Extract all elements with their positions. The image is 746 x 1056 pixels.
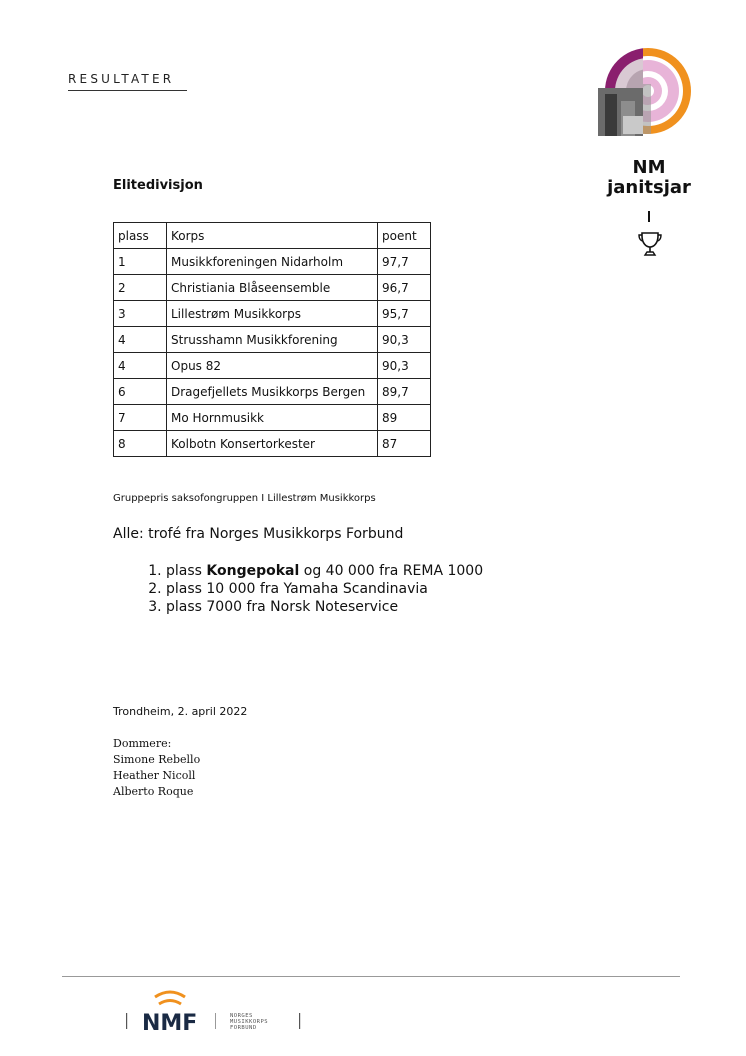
cell-points: 89 <box>378 405 431 431</box>
nmf-logo-arc-bottom <box>159 1001 181 1005</box>
cell-band: Christiania Blåseensemble <box>167 275 378 301</box>
cell-band: Kolbotn Konsertorkester <box>167 431 378 457</box>
table-row <box>114 405 431 431</box>
cell-place: 2 <box>114 275 167 301</box>
nm-janitsjar-logo-graphic <box>593 46 693 156</box>
nmf-org-line-3: FORBUND <box>230 1025 257 1031</box>
logo-line-2: janitsjar <box>607 177 691 198</box>
judges-heading: Dommere: <box>113 737 172 750</box>
prize-2-text: plass 10 000 fra Yamaha Scandinavia <box>166 581 428 597</box>
table-row <box>114 431 431 457</box>
column-header-place: plass <box>114 223 167 249</box>
footer-divider <box>62 976 680 977</box>
results-table <box>113 222 431 457</box>
prize-1-bold: Kongepokal <box>206 563 300 579</box>
cell-band: Musikkforeningen Nidarholm <box>167 249 378 275</box>
cell-points: 87 <box>378 431 431 457</box>
cell-place: 8 <box>114 431 167 457</box>
trophy-icon <box>637 230 663 258</box>
cell-points: 95,7 <box>378 301 431 327</box>
cell-place: 7 <box>114 405 167 431</box>
nm-janitsjar-wordmark <box>598 158 700 198</box>
table-row <box>114 379 431 405</box>
cell-place: 6 <box>114 379 167 405</box>
nmf-logo <box>122 985 322 1040</box>
section-title: Elitedivisjon <box>113 178 203 193</box>
cell-place: 4 <box>114 353 167 379</box>
logo-line-1: NM <box>632 157 666 178</box>
cell-points: 96,7 <box>378 275 431 301</box>
table-row <box>114 249 431 275</box>
cell-points: 97,7 <box>378 249 431 275</box>
table-header-row <box>114 223 431 249</box>
prize-item-3 <box>166 598 483 616</box>
place-and-date: Trondheim, 2. april 2022 <box>113 705 248 718</box>
table-row <box>114 275 431 301</box>
column-header-band: Korps <box>167 223 378 249</box>
nmf-logo-left-bar <box>126 1013 127 1029</box>
judges-block <box>113 736 200 800</box>
cell-place: 1 <box>114 249 167 275</box>
logo-divider <box>648 211 650 222</box>
judge-name: Simone Rebello <box>113 753 201 766</box>
cell-band: Lillestrøm Musikkorps <box>167 301 378 327</box>
header-underline <box>68 90 187 91</box>
cell-place: 4 <box>114 327 167 353</box>
cell-points: 90,3 <box>378 353 431 379</box>
nmf-org-line-1: NORGES <box>230 1013 253 1019</box>
cell-place: 3 <box>114 301 167 327</box>
table-row <box>114 353 431 379</box>
cell-band: Dragefjellets Musikkorps Bergen <box>167 379 378 405</box>
table-row <box>114 327 431 353</box>
header-label: RESULTATER <box>68 72 175 86</box>
prize-item-1 <box>166 562 483 580</box>
group-prize-text: Gruppepris saksofongruppen I Lillestrøm Musikkorps <box>113 493 376 504</box>
prize-3-text: plass 7000 fra Norsk Noteservice <box>166 599 399 615</box>
column-header-points: poent <box>378 223 431 249</box>
nmf-logo-text: NMF <box>142 1011 198 1036</box>
cell-points: 90,3 <box>378 327 431 353</box>
prize-1-suffix: og 40 000 fra REMA 1000 <box>299 563 484 579</box>
judge-name: Heather Nicoll <box>113 769 196 782</box>
nmf-logo-arc-top <box>155 992 185 997</box>
prize-list <box>142 562 483 616</box>
cell-band: Mo Hornmusikk <box>167 405 378 431</box>
cell-band: Opus 82 <box>167 353 378 379</box>
cell-band: Strusshamn Musikkforening <box>167 327 378 353</box>
judge-name: Alberto Roque <box>113 785 194 798</box>
nmf-logo-mid-bar <box>215 1013 216 1029</box>
table-row <box>114 301 431 327</box>
prize-item-2 <box>166 580 483 598</box>
all-prize-text: Alle: trofé fra Norges Musikkorps Forbund <box>113 526 404 542</box>
cell-points: 89,7 <box>378 379 431 405</box>
nmf-logo-right-bar <box>299 1013 300 1029</box>
nmf-org-line-2: MUSIKKORPS <box>230 1019 269 1025</box>
prize-1-prefix: plass <box>166 563 207 579</box>
